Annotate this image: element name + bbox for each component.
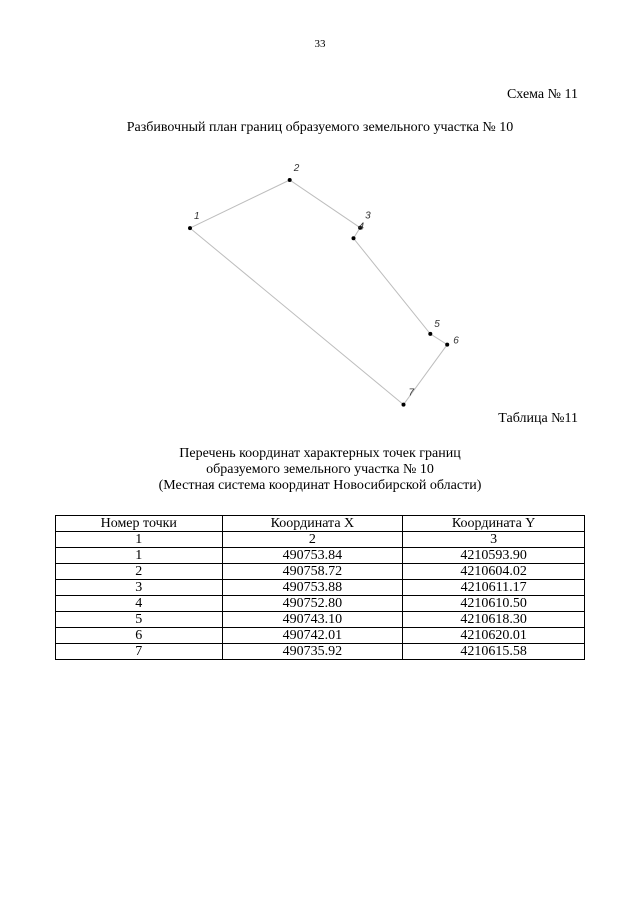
table-row [56,628,585,644]
cell-coord-y: 4210604.02 [403,564,585,580]
boundary-points [188,163,459,407]
cell-coord-x: 490735.92 [222,644,403,660]
cell-point-number: 2 [56,564,223,580]
boundary-point-6 [445,343,449,347]
cell-coord-x: 490753.84 [222,548,403,564]
boundary-point-7 [402,403,406,407]
cell-coord-y: 4210611.17 [403,580,585,596]
table-row [56,564,585,580]
table-label: Таблица №11 [498,411,578,426]
cell-coord-x: 490753.88 [222,580,403,596]
table-row [56,612,585,628]
boundary-point-label-3: 3 [365,210,371,222]
table-header-row [56,516,585,532]
cell-coord-x: 490758.72 [222,564,403,580]
boundary-point-label-7: 7 [408,387,415,399]
page-number: 33 [314,38,326,50]
table-row [56,644,585,660]
header-coord-y: Координата Y [403,516,585,532]
table-index-row [56,532,585,548]
table-row [56,596,585,612]
header-coord-x: Координата X [222,516,403,532]
cell-coord-y: 4210610.50 [403,596,585,612]
boundary-polygon [190,180,447,405]
cell-coord-y: 4210620.01 [403,628,585,644]
cell-point-number: 1 [56,548,223,564]
list-title-line-2: образуемого земельного участка № 10 [206,462,434,477]
cell-point-number: 4 [56,596,223,612]
boundary-point-2 [288,178,292,182]
boundary-point-1 [188,226,192,230]
scheme-label: Схема № 11 [506,87,578,102]
cell-coord-y: 4210615.58 [403,644,585,660]
cell-point-number: 3 [56,580,223,596]
header-point-number: Номер точки [56,516,223,532]
boundary-point-label-1: 1 [194,211,200,223]
boundary-point-4 [352,236,356,240]
cell-coord-y: 4210618.30 [403,612,585,628]
index-cell: 3 [403,532,585,548]
boundary-point-label-4: 4 [358,221,365,233]
index-cell: 1 [56,532,223,548]
list-title-line-3: (Местная система координат Новосибирской области) [158,478,482,493]
cell-coord-x: 490752.80 [222,596,403,612]
plan-title: Разбивочный план границ образуемого земельного участка № 10 [126,120,514,135]
cell-coord-y: 4210593.90 [403,548,585,564]
cell-point-number: 7 [56,644,223,660]
cell-coord-x: 490743.10 [222,612,403,628]
coordinates-table [55,515,585,660]
boundary-plan [170,160,470,410]
index-cell: 2 [222,532,403,548]
list-title [0,446,640,494]
boundary-point-label-5: 5 [434,318,440,330]
boundary-point-5 [428,332,432,336]
cell-point-number: 5 [56,612,223,628]
cell-point-number: 6 [56,628,223,644]
boundary-point-label-2: 2 [293,163,300,174]
cell-coord-x: 490742.01 [222,628,403,644]
boundary-point-label-6: 6 [453,335,459,347]
table-row [56,580,585,596]
list-title-line-1: Перечень координат характерных точек границ [179,446,461,461]
table-row [56,548,585,564]
